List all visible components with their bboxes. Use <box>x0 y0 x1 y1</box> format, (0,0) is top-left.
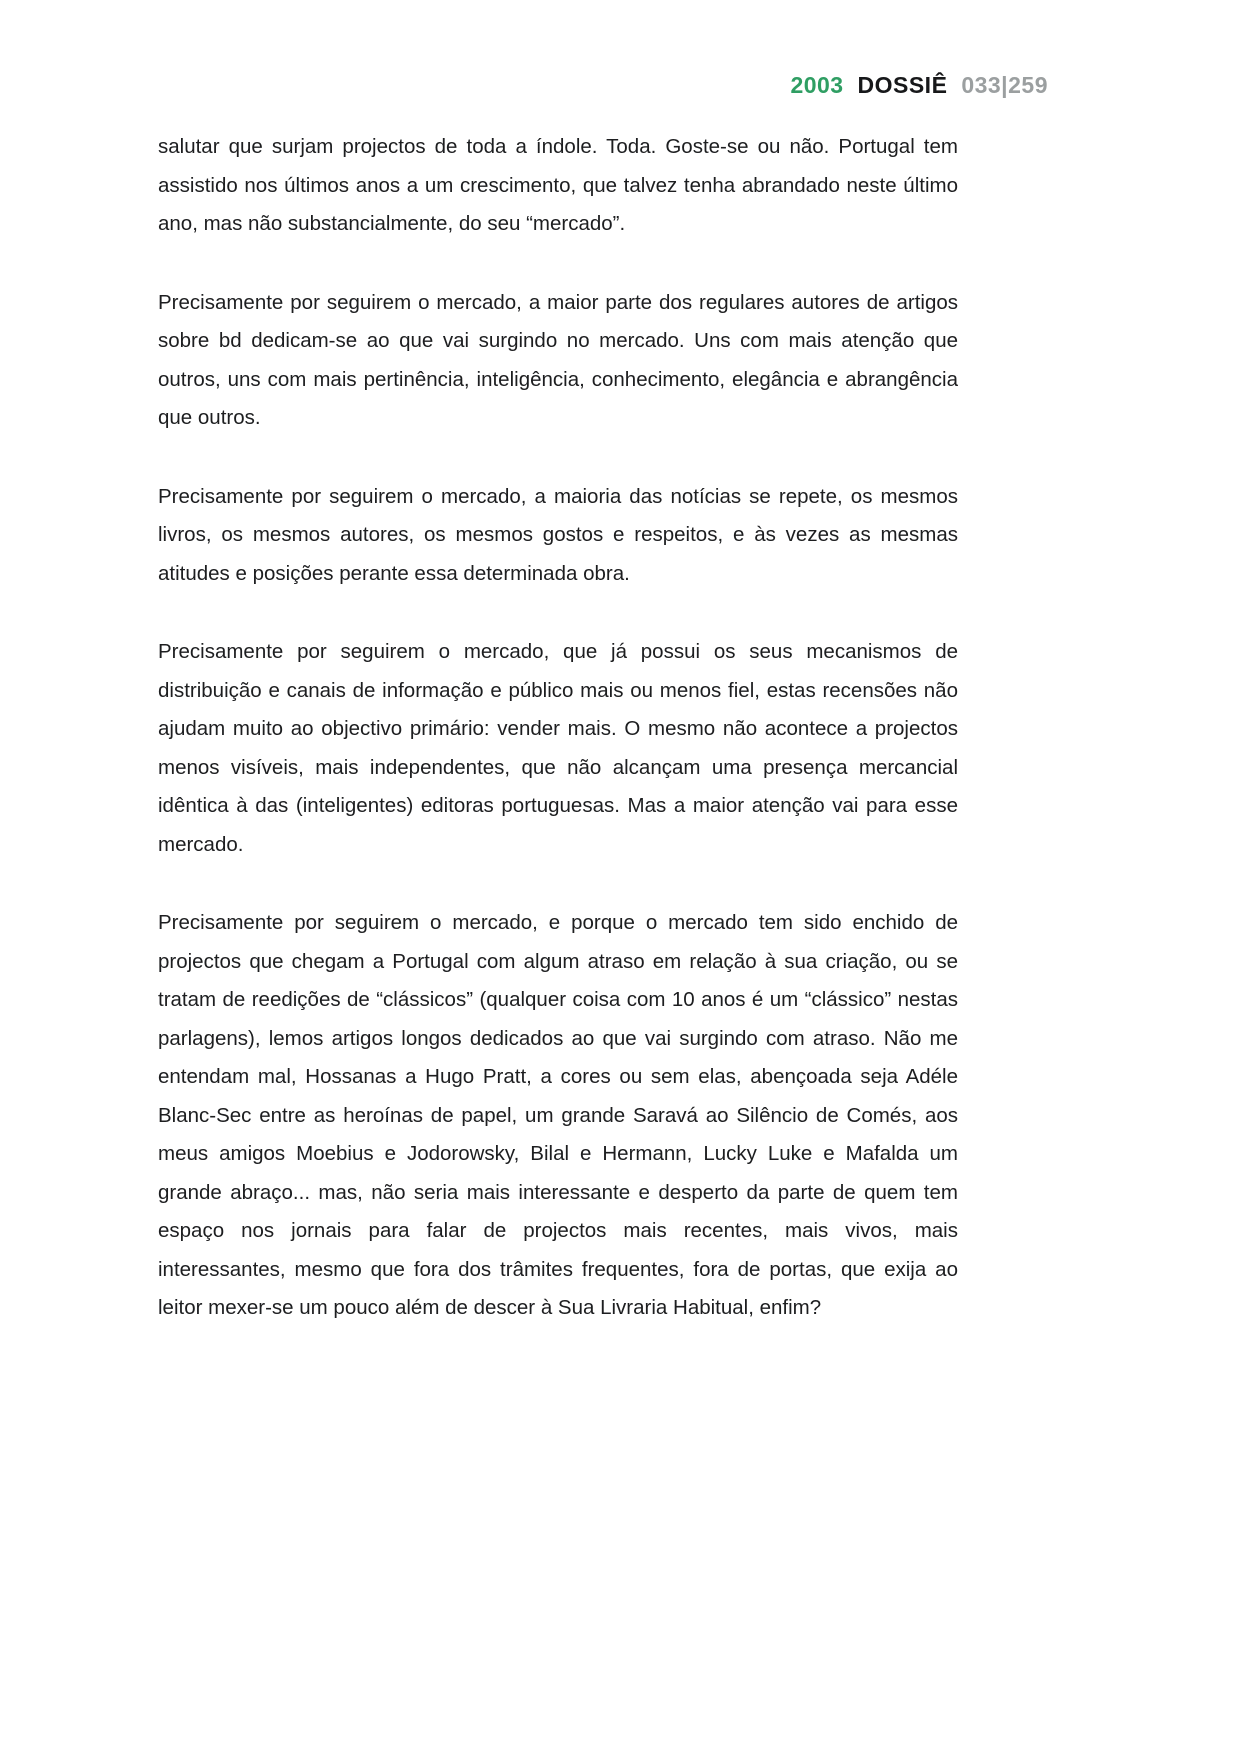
document-body <box>158 128 958 1328</box>
header-section-title: DOSSIÊ <box>857 72 948 98</box>
paragraph-3: Precisamente por seguirem o mercado, a maioria das notícias se repete, os mesmos livros, os mesmos autores, os mesmos gostos e respeitos, e às vezes as mesmas atitudes e posições perante essa determinada obra. <box>158 484 958 585</box>
header-page-number: 033|259 <box>961 72 1048 98</box>
paragraph-2: Precisamente por seguirem o mercado, a maior parte dos regulares autores de artigos sobre bd dedicam-se ao que vai surgindo no mercado. Uns com mais atenção que outros, uns com mais pertinência, inteligência, conhecimento, elegância e abrangência que outros. <box>158 290 958 429</box>
page-header <box>790 72 1048 99</box>
paragraph-4: Precisamente por seguirem o mercado, que já possui os seus mecanismos de distribuição e canais de informação e público mais ou menos fiel, estas recensões não ajudam muito ao objectivo primário: vender mais. O mesmo não acontece a projectos menos visíveis, mais independentes, que não alcançam uma presença mercancial idêntica à das (inteligentes) editoras portuguesas. Mas a maior atenção vai para esse mercado. <box>158 640 958 856</box>
paragraph-1: salutar que surjam projectos de toda a índole. Toda. Goste-se ou não. Portugal tem assistido nos últimos anos a um crescimento, que talvez tenha abrandado neste último ano, mas não substancialmente, do seu “mercado”. <box>158 135 958 235</box>
header-year: 2003 <box>790 72 844 98</box>
paragraph-5: Precisamente por seguirem o mercado, e porque o mercado tem sido enchido de projectos que chegam a Portugal com algum atraso em relação à sua criação, ou se tratam de reedições de “clássicos” (qualquer coisa com 10 anos é um “clássico” nestas parlagens), lemos artigos longos dedicados ao que vai surgindo com atraso. Não me entendam mal, Hossanas a Hugo Pratt, a cores ou sem elas, abençoada seja Adéle Blanc-Sec entre as heroínas de papel, um grande Saravá ao Silêncio de Comés, aos meus amigos Moebius e Jodorowsky, Bilal e Hermann, Lucky Luke e Mafalda um grande abraço... mas, não seria mais interessante e desperto da parte de quem tem espaço nos jornais para falar de projectos mais recentes, mais vivos, mais interessantes, mesmo que fora dos trâmites frequentes, fora de portas, que exija ao leitor mexer-se um pouco além de descer à Sua Livraria Habitual, enfim? <box>158 911 958 1319</box>
